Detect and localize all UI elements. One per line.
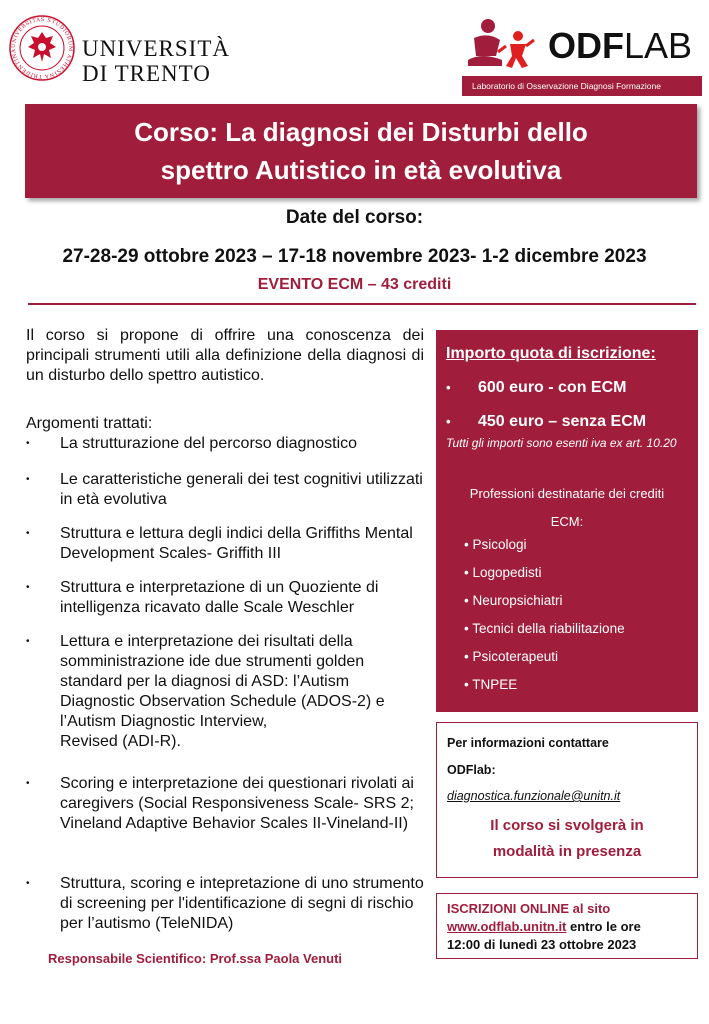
info-heading: Per informazioni contattare <box>447 736 609 750</box>
topic-text: La strutturazione del percorso diagnostico <box>60 435 358 452</box>
bullet: • <box>446 380 451 395</box>
course-mode <box>437 813 697 865</box>
university-seal-icon <box>8 14 76 82</box>
profession-item <box>464 648 558 666</box>
list-item <box>26 874 428 934</box>
topic-text: Le caratteristiche generali dei test cognitivi utilizzati in età evolutiva <box>60 471 423 508</box>
professions-heading-line2: ECM: <box>550 514 584 529</box>
registration-line3: 12:00 di lunedì 23 ottobre 2023 <box>447 937 637 952</box>
profession-text: Tecnici della riabilitazione <box>472 621 625 636</box>
odflab-wordmark-bold: ODF <box>548 25 624 66</box>
profession-item <box>464 592 563 610</box>
university-name-line2: DI TRENTO <box>82 61 211 86</box>
seal-text: UNIVERSITAS STUDIORUM ATHESINA TRIDENTINA <box>10 16 74 80</box>
contact-email-link[interactable]: diagnostica.funzionale@unitn.it <box>447 789 621 803</box>
dates-value: 27-28-29 ottobre 2023 – 17-18 novembre 2023- 1-2 dicembre 2023 <box>62 246 647 267</box>
bullet: • <box>464 649 469 664</box>
university-name-line1: UNIVERSITÀ <box>82 36 230 61</box>
bullet: • <box>26 582 30 593</box>
fee-note: Tutti gli importi sono esenti iva ex art. 10.20 <box>446 436 677 450</box>
bullet: • <box>464 677 469 692</box>
ecm-credits: EVENTO ECM – 43 crediti <box>257 276 452 293</box>
fee-text: 600 euro - con ECM <box>478 379 627 396</box>
bullet: • <box>446 414 451 429</box>
topic-text: Struttura, scoring e intepretazione di uno strumento di screening per l'identificazione di segni di rischio per l’autismo (TeleNIDA) <box>60 875 424 932</box>
course-mode-line2: modalità in presenza <box>492 843 642 860</box>
course-mode-line1: Il corso si svolgerà in <box>490 817 644 834</box>
unitn-logo <box>8 14 248 84</box>
info-org: ODFlab: <box>447 763 496 777</box>
bullet: • <box>464 537 469 552</box>
bullet: • <box>464 621 469 636</box>
odflab-wordmark <box>548 26 692 66</box>
university-name <box>82 36 230 86</box>
professions-heading <box>436 480 698 536</box>
divider <box>28 303 696 305</box>
list-item <box>26 632 428 752</box>
bullet: • <box>26 878 30 889</box>
bullet: • <box>26 778 30 789</box>
fee-item <box>446 378 626 398</box>
dates-label: Date del corso: <box>285 207 424 228</box>
professions-heading-line1: Professioni destinatarie dei crediti <box>469 486 665 501</box>
list-item <box>26 434 428 454</box>
profession-item <box>464 620 625 638</box>
topic-text: Scoring e interpretazione dei questionari rivolati ai caregivers (Social Responsiveness Scale- SRS 2; Vineland Adaptive Behavior Scales II-Vineland-II) <box>60 775 414 832</box>
course-title-line1: Corso: La diagnosi dei Disturbi dello <box>134 117 588 147</box>
profession-text: Logopedisti <box>472 565 542 580</box>
registration-box <box>436 893 698 959</box>
topic-text: Struttura e lettura degli indici della Griffiths Mental Development Scales- Griffith III <box>60 525 413 562</box>
profession-item <box>464 564 542 582</box>
profession-text: Psicologi <box>472 537 527 552</box>
profession-text: TNPEE <box>472 677 518 692</box>
topic-text-extra: Revised (ADI-R). <box>60 733 181 750</box>
list-item <box>26 470 428 510</box>
bullet: • <box>464 593 469 608</box>
list-item <box>26 524 428 564</box>
bullet: • <box>26 528 30 539</box>
scientific-responsible: Responsabile Scientifico: Prof.ssa Paola Venuti <box>48 951 343 966</box>
profession-text: Neuropsichiatri <box>472 593 563 608</box>
profession-text: Psicoterapeuti <box>472 649 559 664</box>
topic-text: Struttura e interpretazione di un Quoziente di intelligenza ricavato dalle Scale Weschler <box>60 579 379 616</box>
bullet: • <box>464 565 469 580</box>
list-item <box>26 578 428 618</box>
info-box <box>436 722 698 878</box>
topics-heading: Argomenti trattati: <box>26 415 153 432</box>
course-intro: Il corso si propone di offrire una conoscenza dei principali strumenti utili alla definizione della diagnosi di un disturbo dello spettro autistico. <box>26 327 424 384</box>
bullet: • <box>26 636 30 647</box>
fee-item <box>446 412 646 432</box>
fee-box <box>436 330 698 712</box>
odflab-logo <box>462 16 702 96</box>
odflab-figures-icon <box>462 16 542 72</box>
bullet: • <box>26 438 30 449</box>
fee-text: 450 euro – senza ECM <box>478 413 647 430</box>
odflab-tagline: Laboratorio di Osservazione Diagnosi Formazione <box>462 76 702 96</box>
course-title-banner <box>25 104 697 198</box>
odflab-wordmark-light: LAB <box>624 25 693 66</box>
profession-item <box>464 536 527 554</box>
registration-line1: ISCRIZIONI ONLINE al sito <box>447 901 611 916</box>
course-title-line2: spettro Autistico in età evolutiva <box>160 155 562 185</box>
bullet: • <box>26 474 30 485</box>
registration-line2 <box>447 918 697 936</box>
fee-title: Importo quota di iscrizione: <box>446 345 656 362</box>
list-item <box>26 774 428 834</box>
profession-item <box>464 676 517 694</box>
topic-text: Lettura e interpretazione dei risultati della somministrazione ide due strumenti golden standard per la diagnosi di ASD: l’Autism Diagnostic Observation Schedule (ADOS-2) e l’Autism Diagnostic Interview, <box>60 633 385 730</box>
registration-deadline-prefix: entro le ore <box>566 919 641 934</box>
registration-url-link[interactable]: www.odflab.unitn.it <box>447 919 567 934</box>
